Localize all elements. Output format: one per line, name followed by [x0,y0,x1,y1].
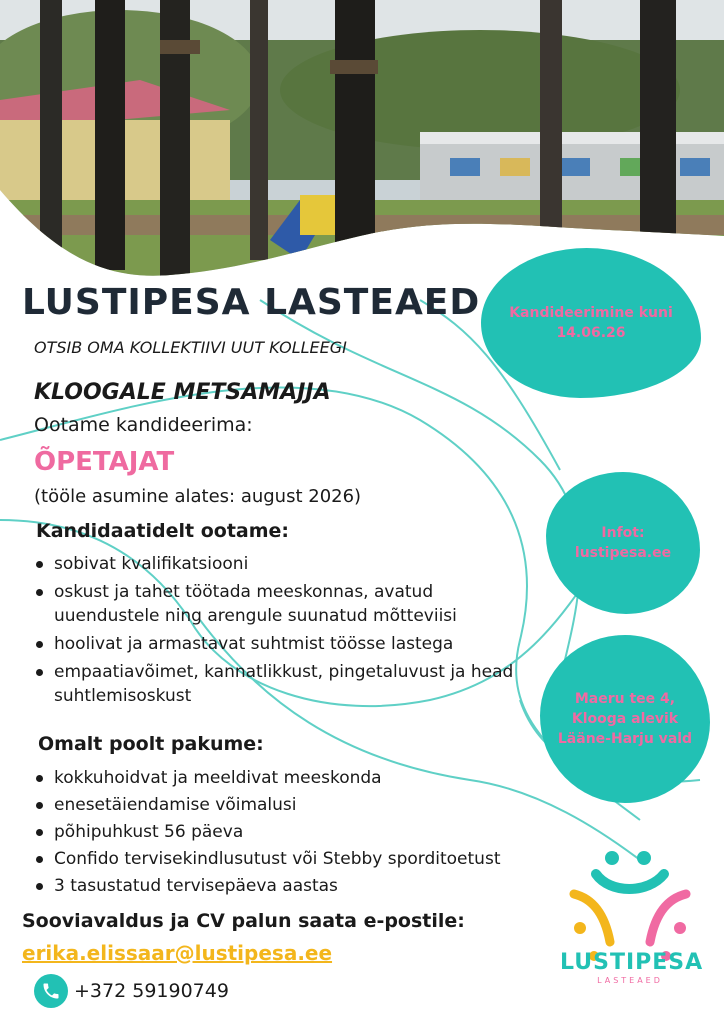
job-location: KLOOGALE METSAMAJJA [34,380,331,405]
address-badge [540,635,710,803]
list-item: põhipuhkust 56 päeva [34,820,574,844]
phone-icon [34,974,68,1008]
address-line: Lääne-Harju vald [557,731,693,747]
address-line: Maeru tee 4, [574,691,676,707]
list-item: hoolivat ja armastavat suhtmist töösse lastega [34,632,534,656]
email-link[interactable]: erika.elissaar@lustipesa.ee [22,941,333,965]
list-item: Confido tervisekindlusutust või Stebby sporditoetust [34,847,574,871]
list-item: oskust ja tahet töötada meeskonnas, avatud uuendustele ning arengule suunatud mõtteviisi [34,580,534,628]
info-website: lustipesa.ee [574,545,672,561]
job-start-date: (tööle asumine alates: august 2026) [34,486,362,507]
page-title: LUSTIPESA LASTEAED [22,282,481,323]
offer-list [34,766,574,901]
list-item: kokkuhoidvat ja meeldivat meeskonda [34,766,574,790]
list-item: 3 tasustatud tervisepäeva aastas [34,874,574,898]
address-line: Klooga alevik [571,711,679,727]
list-item: sobivat kvalifikatsiooni [34,552,534,576]
deadline-label: Kandideerimine kuni [509,305,673,321]
requirements-heading: Kandidaatidelt ootame: [36,520,290,542]
deadline-date: 14.06.26 [556,325,626,341]
requirements-list [34,552,534,712]
list-item: empaatiavõimet, kannatlikkust, pingetaluvust ja head suhtlemisoskust [34,660,534,708]
offer-heading: Omalt poolt pakume: [38,733,264,755]
info-label: Infot: [601,525,645,541]
cv-instructions: Sooviavaldus ja CV palun saata e-postile: [22,910,465,932]
page-subtitle: OTSIB OMA KOLLEKTIIVI UUT KOLLEEGI [34,338,347,357]
info-badge [546,472,700,614]
phone-number[interactable]: +372 59190749 [74,980,229,1002]
header-photo [0,0,724,290]
logo-name: LUSTIPESA [560,950,704,975]
job-invite: Ootame kandideerima: [34,414,253,436]
list-item: enesetäiendamise võimalusi [34,793,574,817]
logo-subtitle: LASTEAED [597,976,663,985]
job-position: ÕPETAJAT [34,447,175,477]
